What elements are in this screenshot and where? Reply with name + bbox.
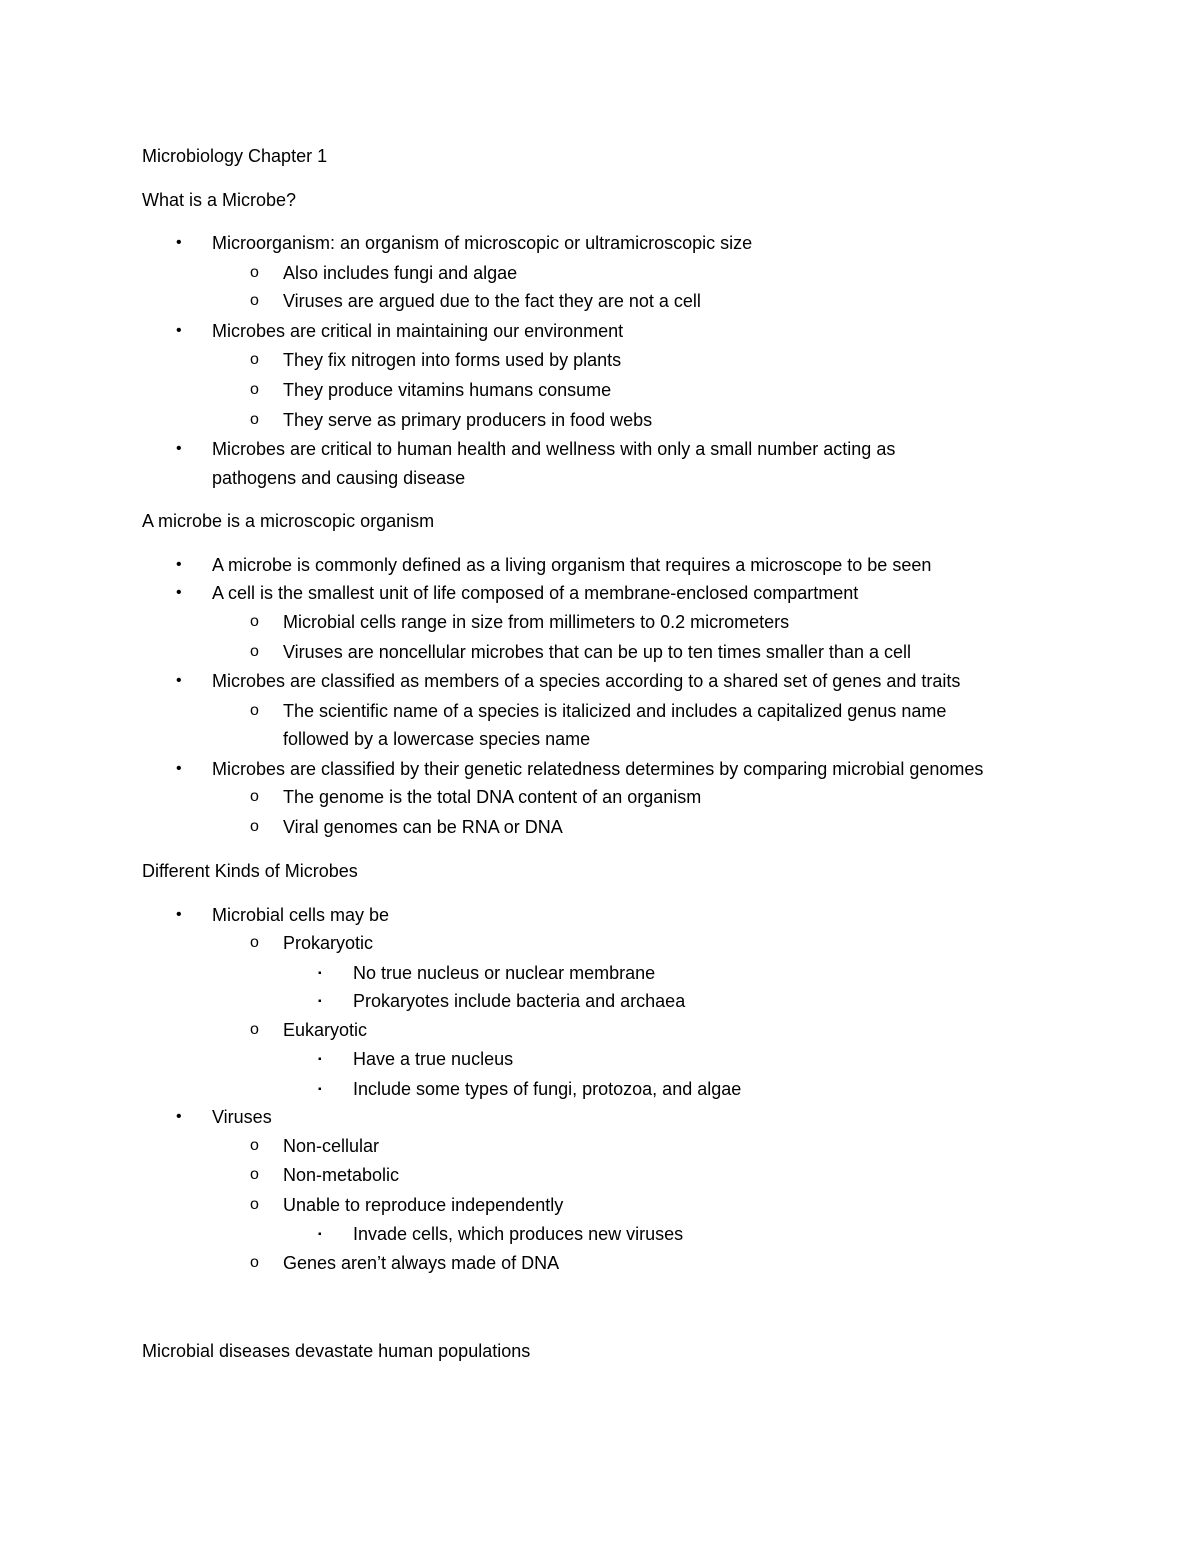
- bullet-disc-icon: •: [176, 584, 182, 601]
- section-heading: Different Kinds of Microbes: [142, 861, 358, 881]
- bullet-circle-icon: o: [250, 643, 259, 660]
- bullet-circle-icon: o: [250, 1254, 259, 1271]
- bullet-circle-icon: o: [250, 1166, 259, 1183]
- list-item: They produce vitamins humans consume: [283, 380, 612, 400]
- bullet-disc-icon: •: [176, 672, 182, 689]
- bullet-circle-icon: o: [250, 292, 259, 309]
- bullet-disc-icon: •: [176, 440, 182, 457]
- list-item: Microbial cells may be: [212, 905, 390, 925]
- document-title: Microbiology Chapter 1: [142, 146, 328, 166]
- list-item: Have a true nucleus: [353, 1049, 514, 1069]
- section-heading: A microbe is a microscopic organism: [142, 511, 435, 531]
- list-item: Non-cellular: [283, 1136, 380, 1156]
- list-item: Microbes are classified as members of a species according to a shared set of genes and traits: [212, 671, 961, 691]
- bullet-circle-icon: o: [250, 702, 259, 719]
- bullet-square-icon: ▪: [318, 996, 322, 1007]
- list-item: Also includes fungi and algae: [283, 263, 518, 283]
- bullet-circle-icon: o: [250, 381, 259, 398]
- bullet-disc-icon: •: [176, 556, 182, 573]
- bullet-circle-icon: o: [250, 1137, 259, 1154]
- bullet-circle-icon: o: [250, 818, 259, 835]
- bullet-square-icon: ▪: [318, 1084, 322, 1095]
- list-item-continuation: followed by a lowercase species name: [283, 729, 591, 749]
- list-item: Viruses are noncellular microbes that can be up to ten times smaller than a cell: [283, 642, 911, 662]
- list-item: Microbial cells range in size from millimeters to 0.2 micrometers: [283, 612, 790, 632]
- list-item: Viruses: [212, 1107, 272, 1127]
- bullet-disc-icon: •: [176, 906, 182, 923]
- section-heading: Microbial diseases devastate human populations: [142, 1341, 531, 1361]
- list-item: Microbes are classified by their genetic relatedness determines by comparing microbial genomes: [212, 759, 984, 779]
- list-item: Non-metabolic: [283, 1165, 400, 1185]
- list-item: Prokaryotic: [283, 933, 374, 953]
- list-item: Microbes are critical in maintaining our environment: [212, 321, 624, 341]
- list-item: Unable to reproduce independently: [283, 1195, 564, 1215]
- bullet-circle-icon: o: [250, 1021, 259, 1038]
- list-item: Invade cells, which produces new viruses: [353, 1224, 684, 1244]
- bullet-circle-icon: o: [250, 351, 259, 368]
- bullet-square-icon: ▪: [318, 1054, 322, 1065]
- bullet-circle-icon: o: [250, 613, 259, 630]
- list-item: A microbe is commonly defined as a living organism that requires a microscope to be seen: [212, 555, 932, 575]
- list-item: Viral genomes can be RNA or DNA: [283, 817, 563, 837]
- list-item: Microbes are critical to human health and wellness with only a small number acting as: [212, 439, 896, 459]
- bullet-square-icon: ▪: [318, 968, 322, 979]
- list-item: Include some types of fungi, protozoa, and algae: [353, 1079, 742, 1099]
- bullet-square-icon: ▪: [318, 1229, 322, 1240]
- list-item-continuation: pathogens and causing disease: [212, 468, 466, 488]
- section-heading: What is a Microbe?: [142, 190, 297, 210]
- list-item: The scientific name of a species is italicized and includes a capitalized genus name: [283, 701, 947, 721]
- list-item: Viruses are argued due to the fact they are not a cell: [283, 291, 701, 311]
- bullet-disc-icon: •: [176, 760, 182, 777]
- bullet-circle-icon: o: [250, 264, 259, 281]
- bullet-disc-icon: •: [176, 322, 182, 339]
- bullet-disc-icon: •: [176, 1108, 182, 1125]
- list-item: They fix nitrogen into forms used by plants: [283, 350, 622, 370]
- bullet-circle-icon: o: [250, 788, 259, 805]
- list-item: The genome is the total DNA content of an organism: [283, 787, 702, 807]
- bullet-disc-icon: •: [176, 234, 182, 251]
- bullet-circle-icon: o: [250, 411, 259, 428]
- list-item: No true nucleus or nuclear membrane: [353, 963, 656, 983]
- list-item: A cell is the smallest unit of life composed of a membrane-enclosed compartment: [212, 583, 859, 603]
- list-item: Eukaryotic: [283, 1020, 368, 1040]
- list-item: Microorganism: an organism of microscopic or ultramicroscopic size: [212, 233, 753, 253]
- list-item: Genes aren’t always made of DNA: [283, 1253, 560, 1273]
- list-item: They serve as primary producers in food webs: [283, 410, 653, 430]
- bullet-circle-icon: o: [250, 934, 259, 951]
- list-item: Prokaryotes include bacteria and archaea: [353, 991, 686, 1011]
- bullet-circle-icon: o: [250, 1196, 259, 1213]
